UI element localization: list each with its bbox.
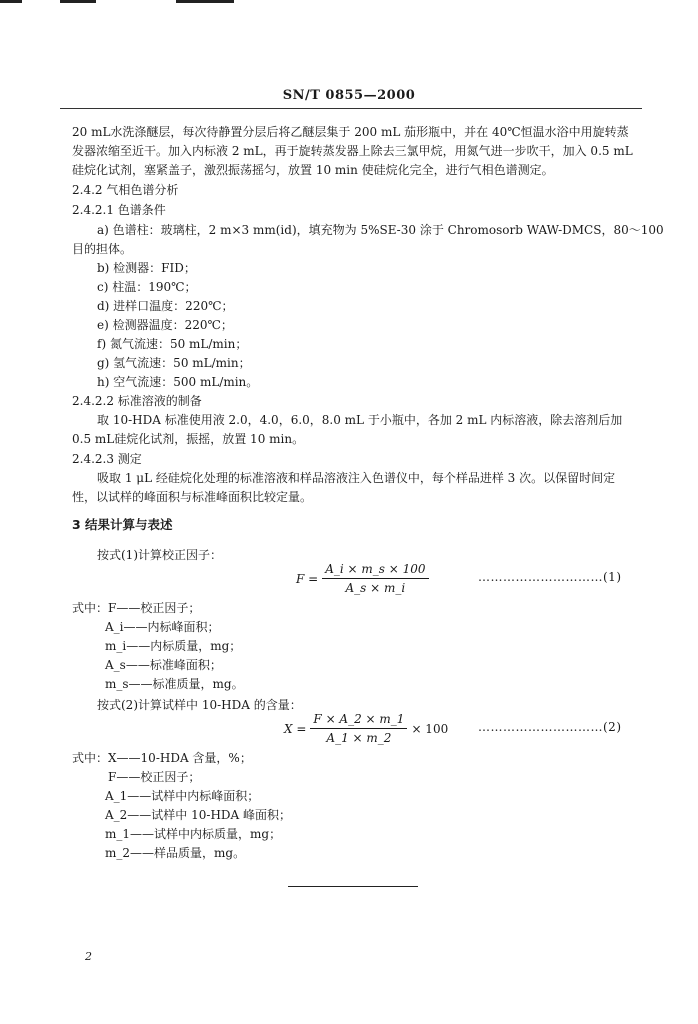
paragraph-line: 性，以试样的峰面积与标准峰面积比较定量。 xyxy=(72,490,313,504)
condition-column-cont: 目的担体。 xyxy=(72,242,133,256)
scan-artifact xyxy=(60,0,96,3)
formula-1-denominator: A_s × m_i xyxy=(345,581,406,595)
section-heading-2-4-2-2: 2.4.2.2 标准溶液的制备 xyxy=(72,394,202,408)
formula-1-def: m_i——内标质量，mg； xyxy=(105,639,242,653)
paragraph-line: 0.5 mL硅烷化试剂，振摇，放置 10 min。 xyxy=(72,432,305,446)
section-heading-2-4-2-3: 2.4.2.3 测定 xyxy=(72,452,142,466)
standard-code-header: SN/T 0855—2000 xyxy=(282,88,416,103)
formula-2-def: A_2——试样中 10-HDA 峰面积； xyxy=(105,808,292,822)
formula-2-fraction xyxy=(310,712,407,745)
formula-2-def: m_1——试样中内标质量，mg； xyxy=(105,827,282,841)
condition-column-temp: c) 柱温：190℃； xyxy=(97,280,197,294)
formula-1-intro: 按式(1)计算校正因子： xyxy=(97,548,222,562)
paragraph-line: 吸取 1 μL 经硅烷化处理的标准溶液和样品溶液注入色谱仪中，每个样品进样 3 次。以保留时间定 xyxy=(97,471,616,485)
formula-2-number: …………………………(2) xyxy=(478,720,622,734)
formula-1-where: 式中：F——校正因子； xyxy=(72,601,201,615)
condition-inlet-temp: d) 进样口温度：220℃； xyxy=(97,299,234,313)
condition-hydrogen-flow: g) 氢气流速：50 mL/min； xyxy=(97,356,251,370)
formula-1-fraction xyxy=(322,562,428,595)
formula-2-where: 式中：X——10-HDA 含量，%； xyxy=(72,751,252,765)
formula-1-number: …………………………(1) xyxy=(478,570,622,584)
scan-artifact xyxy=(0,0,22,3)
formula-2 xyxy=(284,712,448,745)
header-rule xyxy=(60,108,642,109)
formula-1-numerator: A_i × m_s × 100 xyxy=(322,562,428,579)
condition-detector-temp: e) 检测器温度：220℃； xyxy=(97,318,233,332)
formula-2-denominator: A_1 × m_2 xyxy=(326,731,392,745)
formula-1-lhs: F = xyxy=(296,571,319,586)
paragraph-line: 20 mL水洗涤醚层，每次待静置分层后将乙醚层集于 200 mL 茄形瓶中，并在 40℃恒温水浴中用旋转蒸 xyxy=(72,125,629,139)
formula-2-numerator: F × A_2 × m_1 xyxy=(310,712,407,729)
formula-1-def: A_i——内标峰面积； xyxy=(105,620,220,634)
condition-column: a) 色谱柱：玻璃柱，2 m×3 mm(id)，填充物为 5%SE-30 涂于 Chromosorb WAW-DMCS，80～100 xyxy=(97,223,664,237)
formula-2-intro: 按式(2)计算试样中 10-HDA 的含量： xyxy=(97,698,302,712)
formula-2-tail: × 100 xyxy=(411,721,449,736)
formula-2-def: A_1——试样中内标峰面积； xyxy=(105,789,260,803)
page-number: 2 xyxy=(85,950,92,963)
formula-2-def: F——校正因子； xyxy=(108,770,201,784)
section-heading-2-4-2-1: 2.4.2.1 色谱条件 xyxy=(72,203,166,217)
formula-1-def: m_s——标准质量，mg。 xyxy=(105,677,244,691)
formula-2-def: m_2——样品质量，mg。 xyxy=(105,846,246,860)
formula-1 xyxy=(296,562,433,595)
paragraph-line: 取 10-HDA 标准使用液 2.0，4.0，6.0，8.0 mL 于小瓶中，各加 2 mL 内标溶液，除去溶剂后加 xyxy=(97,413,623,427)
formula-1-def: A_s——标准峰面积； xyxy=(105,658,222,672)
formula-2-lhs: X = xyxy=(284,721,307,736)
section-heading-2-4-2: 2.4.2 气相色谱分析 xyxy=(72,183,179,197)
condition-nitrogen-flow: f) 氮气流速：50 mL/min； xyxy=(97,337,248,351)
end-rule xyxy=(288,886,418,887)
section-heading-3: 3 结果计算与表述 xyxy=(72,517,173,532)
condition-air-flow: h) 空气流速：500 mL/min。 xyxy=(97,375,259,389)
paragraph-line: 发器浓缩至近干。加入内标液 2 mL，再于旋转蒸发器上除去三氯甲烷，用氮气进一步吹干，加入 0.5 mL xyxy=(72,144,633,158)
condition-detector: b) 检测器：FID； xyxy=(97,261,196,275)
paragraph-line: 硅烷化试剂，塞紧盖子，激烈振荡摇匀，放置 10 min 使硅烷化完全，进行气相色谱测定。 xyxy=(72,163,554,177)
scan-artifact xyxy=(176,0,234,3)
